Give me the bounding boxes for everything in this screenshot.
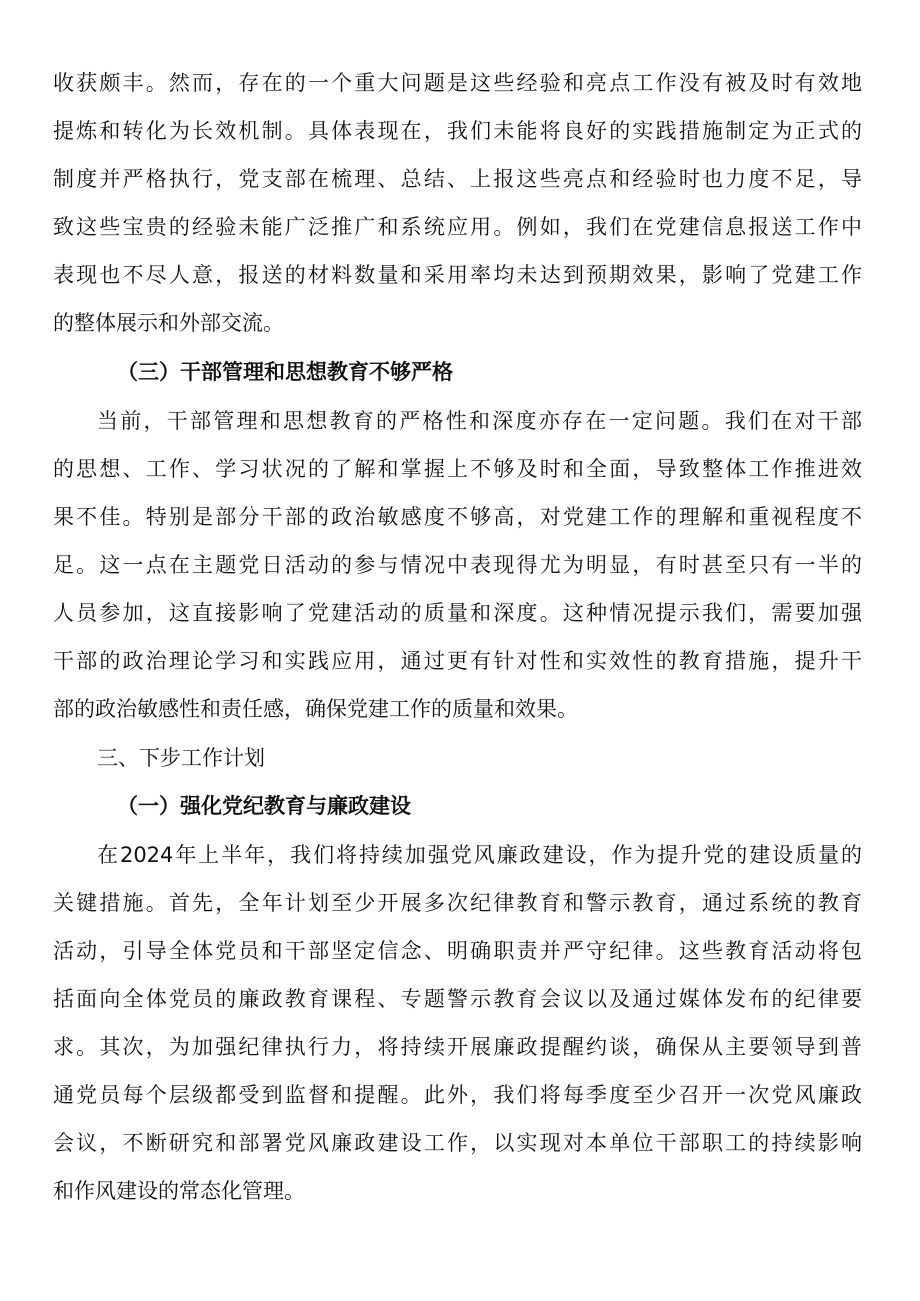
paragraph-2-line-7: 部的政治敏感性和责任感，确保党建工作的质量和效果。 bbox=[53, 697, 578, 721]
paragraph-3-line-4: 括面向全体党员的廉政教育课程、专题警示教育会议以及通过媒体发布的纪律要 bbox=[53, 987, 862, 1011]
paragraph-1-line-4: 致这些宝贵的经验未能广泛推广和系统应用。例如，我们在党建信息报送工作中 bbox=[53, 215, 862, 239]
paragraph-2-line-2: 的思想、工作、学习状况的了解和掌握上不够及时和全面，导致整体工作推进效 bbox=[53, 457, 862, 481]
paragraph-3-line-6: 通党员每个层级都受到监督和提醒。此外，我们将每季度至少召开一次党风廉政 bbox=[53, 1083, 862, 1107]
paragraph-3-line-3: 活动，引导全体党员和干部坚定信念、明确职责并严守纪律。这些教育活动将包 bbox=[53, 939, 862, 963]
paragraph-2-line-6: 干部的政治理论学习和实践应用，通过更有针对性和实效性的教育措施，提升干 bbox=[53, 649, 862, 673]
subsection-heading-3: （三）干部管理和思想教育不够严格 bbox=[117, 360, 453, 384]
subsection-heading-1: （一）强化党纪教育与廉政建设 bbox=[117, 794, 411, 818]
section-heading: 三、下步工作计划 bbox=[97, 746, 265, 770]
paragraph-2-line-3: 果不佳。特别是部分干部的政治敏感度不够高，对党建工作的理解和重视程度不 bbox=[53, 505, 862, 529]
paragraph-3-line-7: 会议，不断研究和部署党风廉政建设工作，以实现对本单位干部职工的持续影响 bbox=[53, 1131, 862, 1155]
paragraph-1-line-1: 收获颇丰。然而，存在的一个重大问题是这些经验和亮点工作没有被及时有效地 bbox=[53, 71, 862, 95]
paragraph-3-line-2: 关键措施。首先，全年计划至少开展多次纪律教育和警示教育，通过系统的教育 bbox=[53, 891, 862, 915]
paragraph-1-line-2: 提炼和转化为长效机制。具体表现在，我们未能将良好的实践措施制定为正式的 bbox=[53, 119, 862, 143]
paragraph-3-line-8: 和作风建设的常态化管理。 bbox=[53, 1179, 305, 1203]
paragraph-3-line-1: 在2024年上半年，我们将持续加强党风廉政建设，作为提升党的建设质量的 bbox=[97, 843, 862, 867]
paragraph-1-line-5: 表现也不尽人意，报送的材料数量和采用率均未达到预期效果，影响了党建工作 bbox=[53, 263, 862, 287]
paragraph-2-line-4: 足。这一点在主题党日活动的参与情况中表现得尤为明显，有时甚至只有一半的 bbox=[53, 553, 862, 577]
paragraph-1-line-3: 制度并严格执行，党支部在梳理、总结、上报这些亮点和经验时也力度不足，导 bbox=[53, 167, 862, 191]
paragraph-2-line-5: 人员参加，这直接影响了党建活动的质量和深度。这种情况提示我们，需要加强 bbox=[53, 601, 862, 625]
paragraph-3-line-5: 求。其次，为加强纪律执行力，将持续开展廉政提醒约谈，确保从主要领导到普 bbox=[53, 1035, 862, 1059]
paragraph-1-line-6: 的整体展示和外部交流。 bbox=[53, 311, 284, 335]
paragraph-2-line-1: 当前，干部管理和思想教育的严格性和深度亦存在一定问题。我们在对干部 bbox=[97, 409, 862, 433]
